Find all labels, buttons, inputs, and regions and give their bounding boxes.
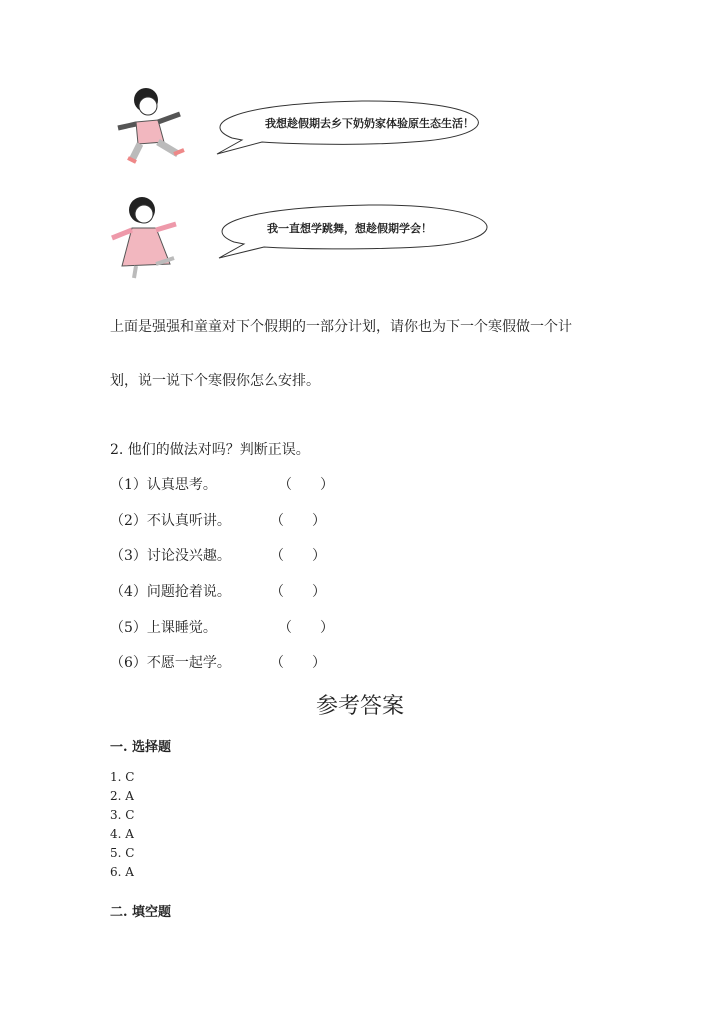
answer-item: 4. A [110, 827, 134, 841]
question-text-line-2: 划，说一说下个寒假你怎么安排。 [110, 373, 320, 389]
question-2-title: 2. 他们的做法对吗？判断正误。 [110, 442, 310, 458]
question-text-line-1: 上面是强强和童童对下个假期的一部分计划，请你也为下一个寒假做一个计 [110, 319, 572, 335]
judge-item-label: （2）不认真听讲。 [110, 513, 231, 529]
answer-item: 3. C [110, 808, 135, 822]
judge-item-blank[interactable]: （ ） [278, 620, 334, 636]
judge-item-label: （4）问题抢着说。 [110, 584, 231, 600]
answer-item: 2. A [110, 789, 134, 803]
answer-item: 6. A [110, 865, 134, 879]
answers-section-1: 一. 选择题 [110, 740, 172, 755]
judge-item-blank[interactable]: （ ） [270, 513, 326, 529]
speech-text-2: 我一直想学跳舞，想趁假期学会！ [267, 222, 432, 235]
judge-item-blank[interactable]: （ ） [270, 584, 326, 600]
judge-item-blank[interactable]: （ ） [278, 477, 334, 493]
speech-text-1: 我想趁假期去乡下奶奶家体验原生态生活！ [265, 117, 474, 130]
girl-illustration [104, 188, 189, 283]
judge-item-label: （5）上课睡觉。 [110, 620, 217, 636]
judge-item-blank[interactable]: （ ） [270, 655, 326, 671]
judge-item-label: （6）不愿一起学。 [110, 655, 231, 671]
judge-item-label: （1）认真思考。 [110, 477, 217, 493]
answer-item: 5. C [110, 846, 135, 860]
boy-illustration [108, 84, 198, 168]
answer-item: 1. C [110, 770, 135, 784]
judge-item-blank[interactable]: （ ） [270, 548, 326, 564]
judge-item-label: （3）讨论没兴趣。 [110, 548, 231, 564]
answers-section-2: 二. 填空题 [110, 905, 172, 920]
answers-title: 参考答案 [315, 694, 404, 719]
